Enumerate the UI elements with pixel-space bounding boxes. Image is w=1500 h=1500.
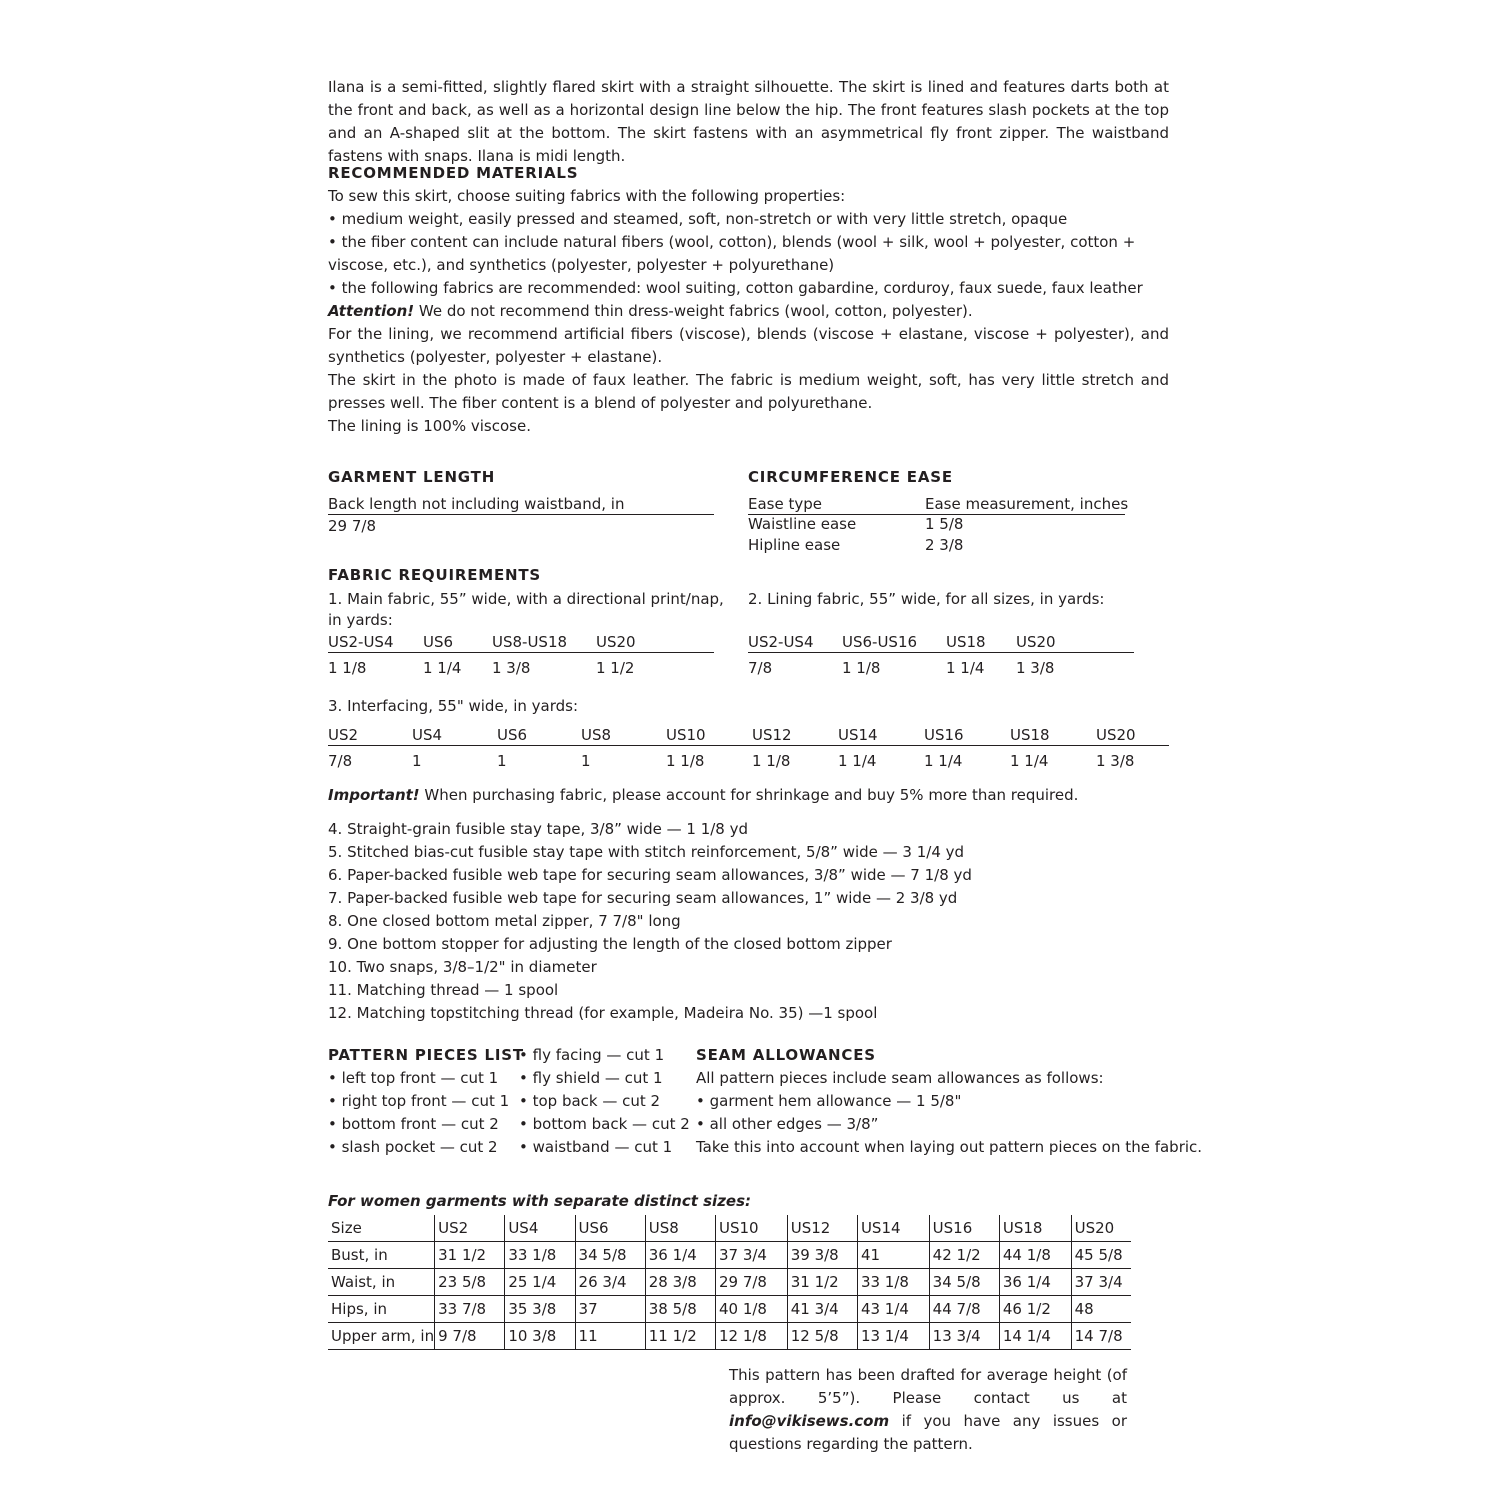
divider [328, 652, 714, 653]
seam-line: Take this into account when laying out pattern pieces on the fabric. [696, 1138, 1203, 1156]
size-chart-cell: 34 5/8 [575, 1242, 645, 1269]
size-chart-row-label: Bust, in [328, 1242, 435, 1269]
interfacing-size-header: US2 [328, 726, 359, 744]
size-chart-cell: 48 [1071, 1296, 1131, 1323]
size-chart-row-label: Hips, in [328, 1296, 435, 1323]
interfacing-size-header: US6 [497, 726, 528, 744]
size-chart-cell: 33 7/8 [435, 1296, 505, 1323]
size-chart-cell: 36 1/4 [645, 1242, 715, 1269]
important-note [328, 785, 1078, 805]
lining-yardage: 1 3/8 [1016, 659, 1055, 677]
footer-note [729, 1364, 1127, 1456]
size-chart-cell: 44 7/8 [929, 1296, 999, 1323]
seam-line: • garment hem allowance — 1 5/8" [696, 1092, 962, 1110]
size-chart-cell: 46 1/2 [999, 1296, 1071, 1323]
size-chart-cell: 9 7/8 [435, 1323, 505, 1350]
main-yardage: 1 1/8 [328, 659, 367, 677]
size-chart-cell: US2 [435, 1215, 505, 1242]
size-chart-row [328, 1242, 1131, 1269]
ease-col-type: Ease type [748, 495, 822, 513]
materials-bullet: • the fiber content can include natural fibers (wool, cotton), blends (wool + silk, wool + polyester, cotton + viscose, etc.), and synthetics (polyester, polyester + polyurethane) [328, 233, 1136, 274]
main-yardage: 1 3/8 [492, 659, 531, 677]
size-chart-row-label: Size [328, 1215, 435, 1242]
garment-length-label-text: Back length not including waistband, in [328, 495, 625, 513]
seam-line: All pattern pieces include seam allowances as follows: [696, 1069, 1104, 1087]
main-size-header: US20 [596, 633, 636, 651]
size-chart-cell: 13 1/4 [857, 1323, 929, 1350]
seam-heading: SEAM ALLOWANCES [696, 1046, 876, 1064]
interfacing-size-header: US16 [924, 726, 964, 744]
attention-text: We do not recommend thin dress-weight fabrics (wool, cotton, polyester). [414, 302, 973, 320]
size-chart-cell: 14 1/4 [999, 1323, 1071, 1350]
pattern-piece: • right top front — cut 1 [328, 1092, 510, 1110]
lining-yardage: 7/8 [748, 659, 773, 677]
pattern-pieces-col1 [328, 1067, 509, 1159]
notion-item: 6. Paper-backed fusible web tape for securing seam allowances, 3/8” wide — 7 1/8 yd [328, 866, 972, 884]
interfacing-yardage: 1 [581, 752, 591, 770]
garment-length-value: 29 7/8 [328, 517, 376, 535]
notion-item: 9. One bottom stopper for adjusting the length of the closed bottom zipper [328, 935, 892, 953]
interfacing-title: 3. Interfacing, 55" wide, in yards: [328, 697, 579, 715]
size-chart-cell: 12 1/8 [715, 1323, 787, 1350]
size-chart-cell: 42 1/2 [929, 1242, 999, 1269]
size-chart-cell: US16 [929, 1215, 999, 1242]
size-chart-row [328, 1296, 1131, 1323]
interfacing-size-header: US12 [752, 726, 792, 744]
size-chart-title: For women garments with separate distinct sizes: [328, 1192, 752, 1210]
interfacing-yardage: 1 1/8 [666, 752, 705, 770]
size-chart-cell: 13 3/4 [929, 1323, 999, 1350]
lining-content: The lining is 100% viscose. [328, 417, 531, 435]
size-chart-cell: 39 3/8 [787, 1242, 857, 1269]
size-chart-cell: 40 1/8 [715, 1296, 787, 1323]
materials-bullet: • the following fabrics are recommended: wool suiting, cotton gabardine, corduroy, faux suede, faux leather [328, 279, 1143, 297]
size-chart-cell: 11 [575, 1323, 645, 1350]
ease-value: 2 3/8 [925, 536, 964, 554]
pattern-piece: • fly facing — cut 1 [519, 1046, 665, 1064]
photo-fabric-note: The skirt in the photo is made of faux leather. The fabric is medium weight, soft, has very little stretch and presses well. The fiber content is a blend of polyester and polyurethane. [328, 371, 1169, 412]
size-chart-cell: 23 5/8 [435, 1269, 505, 1296]
lining-size-header: US6-US16 [842, 633, 918, 651]
size-chart-cell: 31 1/2 [435, 1242, 505, 1269]
interfacing-yardage: 1 [497, 752, 507, 770]
materials-section [328, 185, 1169, 438]
main-size-header: US2-US4 [328, 633, 394, 651]
size-chart-cell: 26 3/4 [575, 1269, 645, 1296]
pattern-pieces-heading: PATTERN PIECES LIST [328, 1046, 524, 1064]
size-chart-cell: 12 5/8 [787, 1323, 857, 1350]
size-chart-cell: US10 [715, 1215, 787, 1242]
interfacing-yardage: 1 1/4 [838, 752, 877, 770]
pattern-pieces-col2 [519, 1044, 690, 1159]
intro-paragraph: Ilana is a semi-fitted, slightly flared skirt with a straight silhouette. The skirt is lined and features darts both at the front and back, as well as a horizontal design line below the hip. The front features slash pockets at the top and an A-shaped slit at the bottom. The skirt fastens with an asymmetrical fly front zipper. The waistband fastens with snaps. Ilana is midi length. [328, 78, 1169, 165]
ease-col-measure: Ease measurement, inches [925, 495, 1129, 513]
size-chart-cell: 38 5/8 [645, 1296, 715, 1323]
size-chart-cell: 41 3/4 [787, 1296, 857, 1323]
main-size-header: US8-US18 [492, 633, 568, 651]
size-chart-cell: US14 [857, 1215, 929, 1242]
size-chart-row [328, 1323, 1131, 1350]
interfacing-yardage: 1 1/4 [1010, 752, 1049, 770]
size-chart-cell: 35 3/8 [505, 1296, 575, 1323]
interfacing-size-header: US18 [1010, 726, 1050, 744]
pattern-piece: • slash pocket — cut 2 [328, 1138, 498, 1156]
size-chart-cell: US4 [505, 1215, 575, 1242]
notion-item: 12. Matching topstitching thread (for example, Madeira No. 35) —1 spool [328, 1004, 878, 1022]
size-chart-cell: 36 1/4 [999, 1269, 1071, 1296]
lining-fabric-title: 2. Lining fabric, 55” wide, for all sizes, in yards: [748, 590, 1105, 608]
size-chart-row-label: Upper arm, in [328, 1323, 435, 1350]
materials-heading: RECOMMENDED MATERIALS [328, 164, 579, 182]
important-label: Important! [328, 786, 420, 804]
size-chart-cell: 10 3/8 [505, 1323, 575, 1350]
size-chart-cell: US20 [1071, 1215, 1131, 1242]
lining-yardage: 1 1/4 [946, 659, 985, 677]
main-yardage: 1 1/2 [596, 659, 635, 677]
materials-bullet: • medium weight, easily pressed and steamed, soft, non-stretch or with very little stretch, opaque [328, 210, 1068, 228]
size-chart-cell: 25 1/4 [505, 1269, 575, 1296]
interfacing-yardage: 1 1/8 [752, 752, 791, 770]
size-chart-cell: 28 3/8 [645, 1269, 715, 1296]
size-chart-row-label: Waist, in [328, 1269, 435, 1296]
fabric-heading: FABRIC REQUIREMENTS [328, 566, 541, 584]
divider [748, 652, 1134, 653]
footer-text: This pattern has been drafted for average height (of approx. 5’5”). Please contact us at [729, 1366, 1127, 1407]
size-chart-cell: 14 7/8 [1071, 1323, 1131, 1350]
size-chart-header-row [328, 1215, 1131, 1242]
main-yardage: 1 1/4 [423, 659, 462, 677]
notion-item: 4. Straight-grain fusible stay tape, 3/8” wide — 1 1/8 yd [328, 820, 749, 838]
size-chart-cell: 37 [575, 1296, 645, 1323]
notion-item: 8. One closed bottom metal zipper, 7 7/8" long [328, 912, 681, 930]
interfacing-size-header: US8 [581, 726, 612, 744]
interfacing-yardage: 1 [412, 752, 422, 770]
divider [328, 514, 714, 515]
size-chart-cell: 37 3/4 [715, 1242, 787, 1269]
size-chart-cell: US12 [787, 1215, 857, 1242]
size-chart-cell: US8 [645, 1215, 715, 1242]
ease-type: Hipline ease [748, 536, 841, 554]
interfacing-size-header: US4 [412, 726, 443, 744]
main-fabric-title-unit: in yards: [328, 611, 393, 629]
size-chart-row [328, 1269, 1131, 1296]
size-chart-cell: 37 3/4 [1071, 1269, 1131, 1296]
size-chart-cell: US6 [575, 1215, 645, 1242]
interfacing-yardage: 1 1/4 [924, 752, 963, 770]
pattern-piece: • left top front — cut 1 [328, 1069, 499, 1087]
size-chart-cell: 34 5/8 [929, 1269, 999, 1296]
notions-list [328, 818, 972, 1025]
interfacing-size-header: US10 [666, 726, 706, 744]
size-chart-cell: 31 1/2 [787, 1269, 857, 1296]
size-chart-table [328, 1215, 1131, 1350]
notion-item: 10. Two snaps, 3/8–1/2" in diameter [328, 958, 597, 976]
footer-text: if you have any issues or questions regarding the pattern. [729, 1412, 1127, 1453]
pattern-piece: • top back — cut 2 [519, 1092, 661, 1110]
lining-yardage: 1 1/8 [842, 659, 881, 677]
contact-email[interactable]: info@vikisews.com [729, 1412, 890, 1430]
size-chart-cell: 11 1/2 [645, 1323, 715, 1350]
interfacing-size-header: US14 [838, 726, 878, 744]
pattern-piece: • fly shield — cut 1 [519, 1069, 663, 1087]
interfacing-yardage: 7/8 [328, 752, 353, 770]
size-chart-cell: 43 1/4 [857, 1296, 929, 1323]
garment-length-label [328, 494, 624, 514]
seam-line: • all other edges — 3/8” [696, 1115, 879, 1133]
pattern-piece: • bottom front — cut 2 [328, 1115, 499, 1133]
attention-note [328, 300, 1169, 323]
size-chart-cell: 41 [857, 1242, 929, 1269]
size-chart-cell: 33 1/8 [857, 1269, 929, 1296]
lining-size-header: US2-US4 [748, 633, 814, 651]
interfacing-size-header: US20 [1096, 726, 1136, 744]
size-chart-cell: 33 1/8 [505, 1242, 575, 1269]
pattern-piece: • waistband — cut 1 [519, 1138, 673, 1156]
seam-list [696, 1067, 1202, 1159]
lining-size-header: US18 [946, 633, 986, 651]
attention-label: Attention! [328, 302, 415, 320]
notion-item: 11. Matching thread — 1 spool [328, 981, 559, 999]
lining-size-header: US20 [1016, 633, 1056, 651]
size-chart-cell: 44 1/8 [999, 1242, 1071, 1269]
important-text: When purchasing fabric, please account for shrinkage and buy 5% more than required. [419, 786, 1079, 804]
notion-item: 5. Stitched bias-cut fusible stay tape with stitch reinforcement, 5/8” wide — 3 1/4 yd [328, 843, 965, 861]
size-chart-cell: US18 [999, 1215, 1071, 1242]
ease-heading: CIRCUMFERENCE EASE [748, 468, 953, 486]
lining-recommendation: For the lining, we recommend artificial fibers (viscose), blends (viscose + elastane, viscose + polyester), and synthetics (polyester, polyester + elastane). [328, 325, 1169, 366]
ease-type: Waistline ease [748, 515, 857, 533]
size-chart-cell: 45 5/8 [1071, 1242, 1131, 1269]
notion-item: 7. Paper-backed fusible web tape for securing seam allowances, 1” wide — 2 3/8 yd [328, 889, 958, 907]
pattern-piece: • bottom back — cut 2 [519, 1115, 690, 1133]
interfacing-yardage: 1 3/8 [1096, 752, 1135, 770]
main-size-header: US6 [423, 633, 454, 651]
materials-lead: To sew this skirt, choose suiting fabrics with the following properties: [328, 187, 846, 205]
garment-length-heading: GARMENT LENGTH [328, 468, 496, 486]
divider [328, 745, 1169, 746]
size-chart-cell: 29 7/8 [715, 1269, 787, 1296]
ease-value: 1 5/8 [925, 515, 964, 533]
main-fabric-title: 1. Main fabric, 55” wide, with a directional print/nap, [328, 590, 724, 608]
